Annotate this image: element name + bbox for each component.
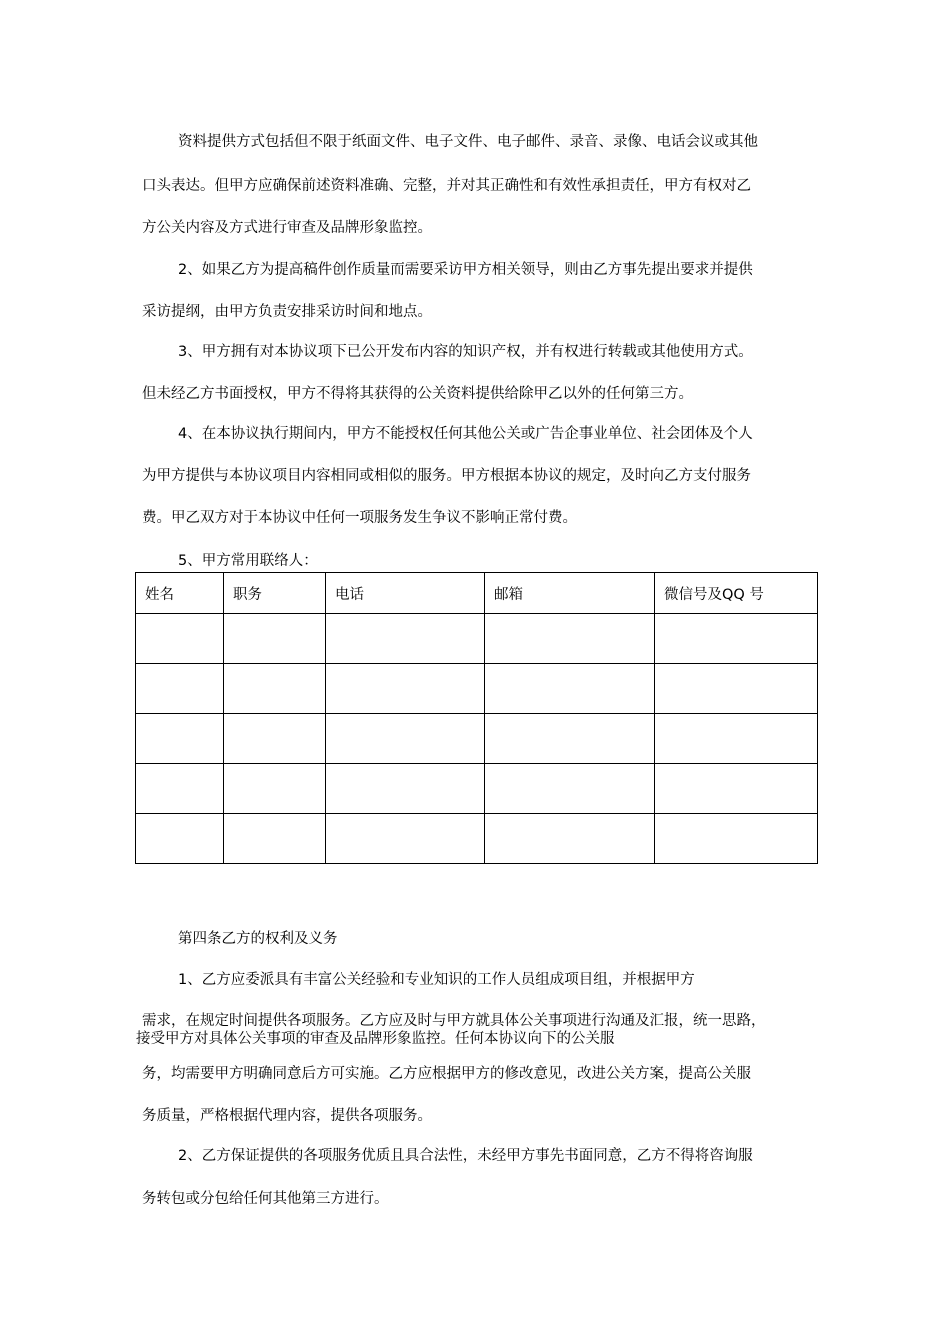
table-cell <box>485 764 655 814</box>
table-cell <box>136 814 224 864</box>
paragraph-line: 需求，在规定时间提供各项服务。乙方应及时与甲方就具体公关事项进行沟通及汇报，统一思路， <box>142 1013 766 1029</box>
table-cell <box>224 614 326 664</box>
paragraph-line: 1、乙方应委派具有丰富公关经验和专业知识的工作人员组成项目组，并根据甲方 <box>178 972 695 988</box>
contacts-table <box>135 572 818 864</box>
header-cell-wechat-qq: 微信号及QQ 号 <box>655 573 818 614</box>
table-cell <box>485 664 655 714</box>
table-cell <box>136 664 224 714</box>
paragraph-line: 2、如果乙方为提高稿件创作质量而需要采访甲方相关领导，则由乙方事先提出要求并提供 <box>178 262 753 278</box>
paragraph-line: 为甲方提供与本协议项目内容相同或相似的服务。甲方根据本协议的规定，及时向乙方支付服务 <box>142 468 751 484</box>
table-cell <box>224 814 326 864</box>
table-cell <box>655 664 818 714</box>
table-cell <box>224 664 326 714</box>
table-cell <box>136 714 224 764</box>
paragraph-line: 务，均需要甲方明确同意后方可实施。乙方应根据甲方的修改意见，改进公关方案，提高公关服 <box>142 1066 751 1082</box>
table-cell <box>655 614 818 664</box>
table-cell <box>326 814 485 864</box>
paragraph-line: 务转包或分包给任何其他第三方进行。 <box>142 1191 389 1207</box>
paragraph-line: 3、甲方拥有对本协议项下已公开发布内容的知识产权，并有权进行转载或其他使用方式。 <box>178 344 753 360</box>
paragraph-line: 务质量，严格根据代理内容，提供各项服务。 <box>142 1108 432 1124</box>
table-cell <box>326 764 485 814</box>
table-cell <box>136 764 224 814</box>
table-cell <box>224 764 326 814</box>
paragraph-line: 2、乙方保证提供的各项服务优质且具合法性，未经甲方事先书面同意，乙方不得将咨询服 <box>178 1148 753 1164</box>
header-cell-phone: 电话 <box>326 573 485 614</box>
table-cell <box>485 614 655 664</box>
paragraph-line: 费。甲乙双方对于本协议中任何一项服务发生争议不影响正常付费。 <box>142 510 577 526</box>
table-row <box>136 664 818 714</box>
table-cell <box>326 664 485 714</box>
paragraph-line: 口头表达。但甲方应确保前述资料准确、完整，并对其正确性和有效性承担责任，甲方有权对乙 <box>142 178 751 194</box>
header-cell-title: 职务 <box>224 573 326 614</box>
paragraph-line: 方公关内容及方式进行审查及品牌形象监控。 <box>142 220 432 236</box>
table-row <box>136 814 818 864</box>
table-cell <box>136 614 224 664</box>
table-caption: 5、甲方常用联络人： <box>178 553 318 569</box>
table-cell <box>655 764 818 814</box>
header-cell-email: 邮箱 <box>485 573 655 614</box>
table-cell <box>655 814 818 864</box>
table-cell <box>655 714 818 764</box>
paragraph-line: 4、在本协议执行期间内，甲方不能授权任何其他公关或广告企事业单位、社会团体及个人 <box>178 426 753 442</box>
header-cell-name: 姓名 <box>136 573 224 614</box>
paragraph-line: 但未经乙方书面授权，甲方不得将其获得的公关资料提供给除甲乙以外的任何第三方。 <box>142 386 693 402</box>
table-cell <box>224 714 326 764</box>
table-row <box>136 614 818 664</box>
table-cell <box>326 714 485 764</box>
table-cell <box>326 614 485 664</box>
table-cell <box>485 714 655 764</box>
table-row <box>136 714 818 764</box>
paragraph-line: 采访提纲，由甲方负责安排采访时间和地点。 <box>142 304 432 320</box>
paragraph-line: 接受甲方对具体公关事项的审查及品牌形象监控。任何本协议向下的公关服 <box>136 1031 615 1047</box>
table-cell <box>485 814 655 864</box>
section-heading: 第四条乙方的权利及义务 <box>178 931 338 947</box>
table-header-row <box>136 573 818 614</box>
table-row <box>136 764 818 814</box>
paragraph-line: 资料提供方式包括但不限于纸面文件、电子文件、电子邮件、录音、录像、电话会议或其他 <box>178 134 758 150</box>
